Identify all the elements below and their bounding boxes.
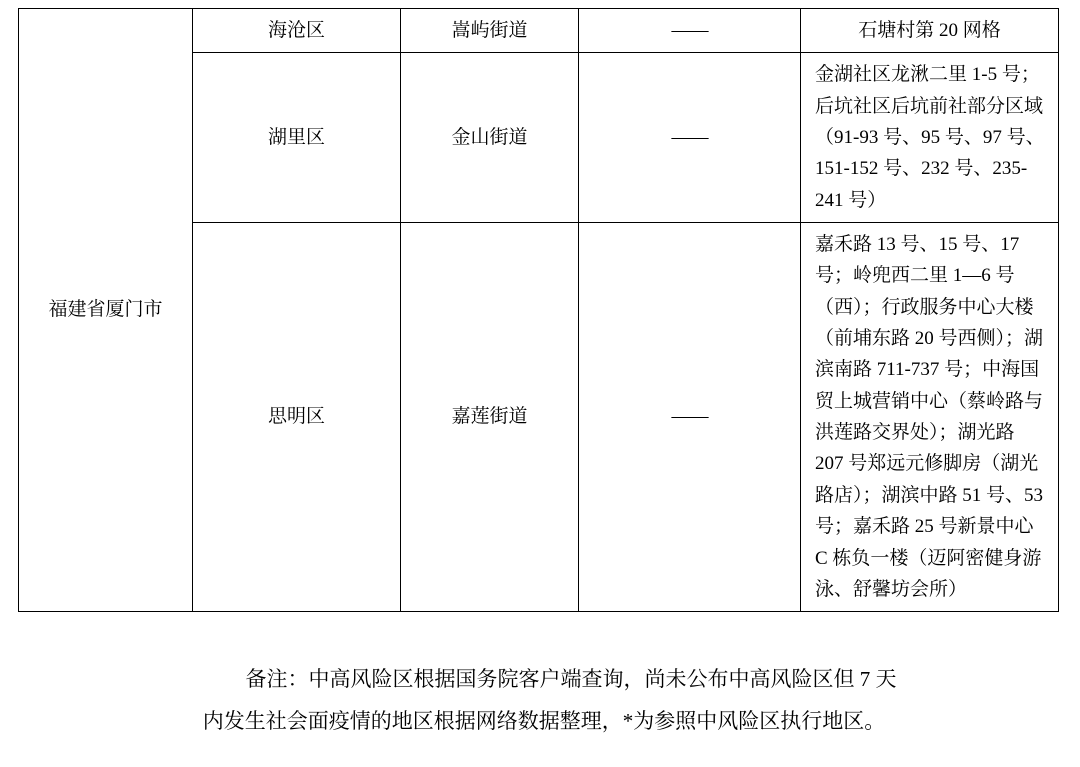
note-line-1: 备注：中高风险区根据国务院客户端查询，尚未公布中高风险区但 7 天 — [245, 667, 897, 692]
cell-detail: 金湖社区龙湫二里 1-5 号；后坑社区后坑前社部分区域（91-93 号、95 号、97 号、151-152 号、232 号、235-241 号） — [801, 53, 1059, 223]
risk-area-table — [18, 8, 1059, 612]
cell-detail: 石塘村第 20 网格 — [801, 9, 1059, 53]
cell-street: 嵩屿街道 — [401, 9, 579, 53]
cell-district: 海沧区 — [193, 9, 401, 53]
note-line-2: 内发生社会面疫情的地区根据网络数据整理，*为参照中风险区执行地区。 — [202, 709, 886, 734]
cell-province: 福建省厦门市 — [19, 9, 193, 612]
document-page — [0, 8, 1080, 767]
table-row — [19, 9, 1059, 53]
cell-district: 思明区 — [193, 223, 401, 612]
cell-middle-risk: —— — [579, 223, 801, 612]
cell-middle-risk: —— — [579, 9, 801, 53]
cell-middle-risk: —— — [579, 53, 801, 223]
table-note — [52, 658, 1028, 742]
cell-street: 嘉莲街道 — [401, 223, 579, 612]
cell-district: 湖里区 — [193, 53, 401, 223]
cell-street: 金山街道 — [401, 53, 579, 223]
cell-detail: 嘉禾路 13 号、15 号、17 号；岭兜西二里 1—6 号（西）；行政服务中心大楼（前埔东路 20 号西侧）；湖滨南路 711-737 号；中海国贸上城营销中心（蔡岭路与洪莲路交界处）；湖光路 207 号郑远元修脚房（湖光路店）；湖滨中路 51 号、53 号；嘉禾路 25 号新景中心 C 栋负一楼（迈阿密健身游泳、舒馨坊会所） — [801, 223, 1059, 612]
